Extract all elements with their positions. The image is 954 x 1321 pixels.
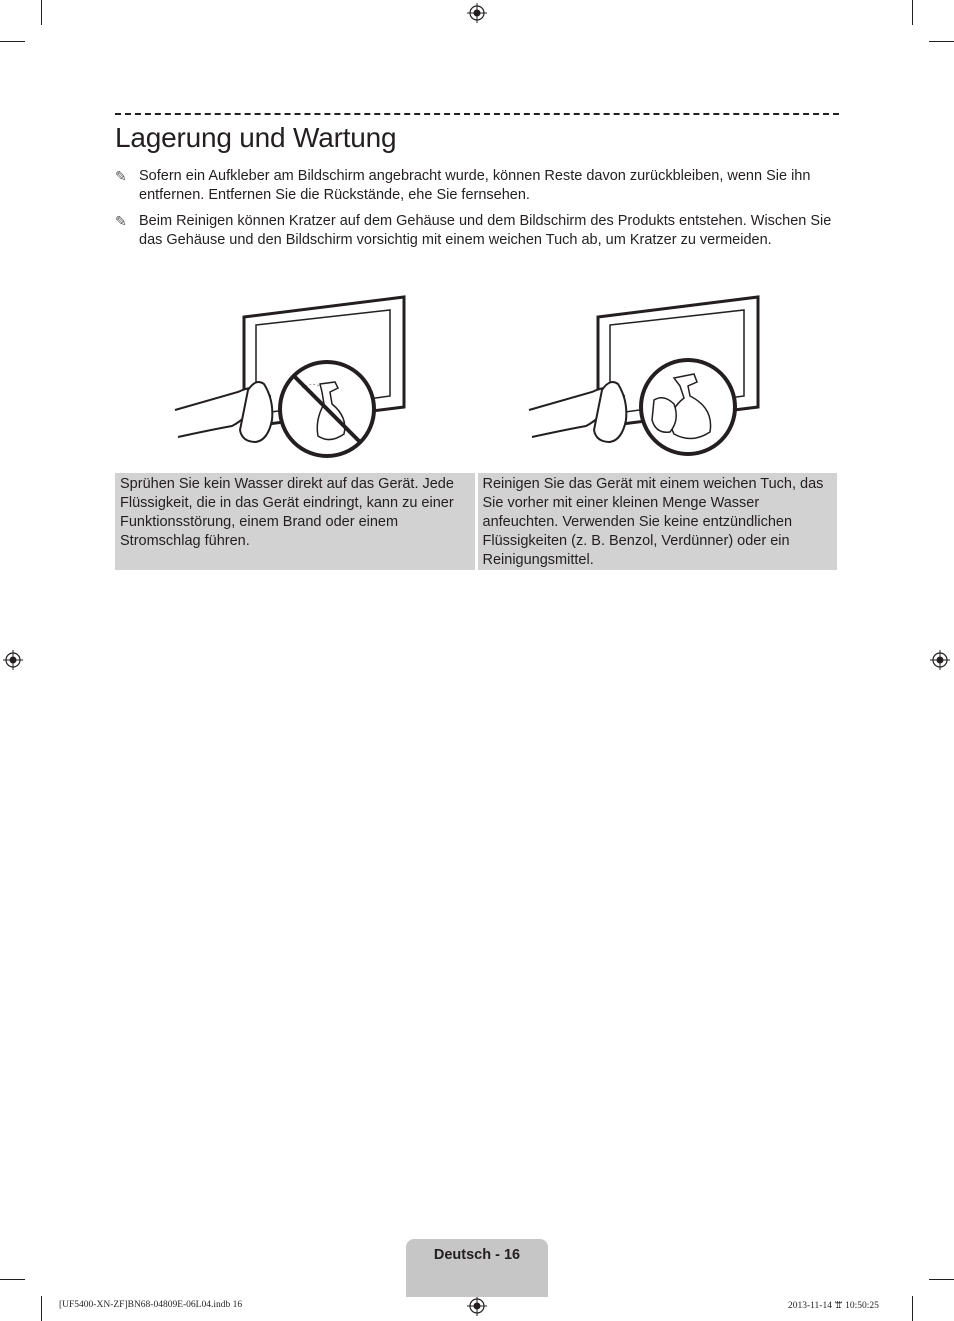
pencil-note-icon: ✎ [115,168,127,184]
crop-mark [0,41,25,42]
page-title: Lagerung und Wartung [115,122,397,153]
note-text: Sofern ein Aufkleber am Bildschirm angebracht wurde, können Reste davon zurückbleiben, wenn Sie ihn entfernen. Entfernen Sie die Rückstände, ehe Sie fernsehen. [139,168,811,203]
pencil-note-icon: ✎ [115,213,127,229]
crop-mark [0,1279,25,1280]
registration-mark-icon [3,650,23,670]
section-divider [115,113,839,115]
crop-mark [912,0,913,25]
note-text: Beim Reinigen können Kratzer auf dem Gehäuse und dem Bildschirm des Produkts entstehen. Wischen Sie das Gehäuse und den Bildschirm vorsichtig mit einem weichen Tuch ab, um Kratzer zu vermeiden. [139,213,832,248]
note-item [115,212,839,250]
page-number-tab [406,1239,548,1297]
crop-mark [41,1296,42,1321]
note-item [115,167,839,205]
caption-cloth-spray: Reinigen Sie das Gerät mit einem weichen Tuch, das Sie vorher mit einer kleinen Menge Wasser anfeuchten. Verwenden Sie keine entzündlichen Flüssigkeiten (z. B. Benzol, Verdünner) oder ein Reinigungsmittel. [478,473,838,570]
crop-mark [929,1279,954,1280]
print-slug-right: 2013-11-14 ꖁ 10:50:25 [788,1301,879,1311]
crop-mark [912,1296,913,1321]
caption-table [115,473,837,570]
cloth-spray-illustration [524,292,764,462]
crop-mark [929,41,954,42]
no-spray-illustration [170,292,410,462]
page-number: Deutsch - 16 [433,1247,521,1263]
registration-mark-icon [930,650,950,670]
registration-mark-icon [467,1296,487,1316]
print-slug-left: [UF5400-XN-ZF]BN68-04809E-06L04.indb 16 [59,1300,243,1310]
registration-mark-icon [467,3,487,23]
crop-mark [41,0,42,25]
caption-no-spray: Sprühen Sie kein Wasser direkt auf das Gerät. Jede Flüssigkeit, die in das Gerät eindringt, kann zu einer Funktionsstörung, einem Brand oder einem Stromschlag führen. [115,473,475,570]
